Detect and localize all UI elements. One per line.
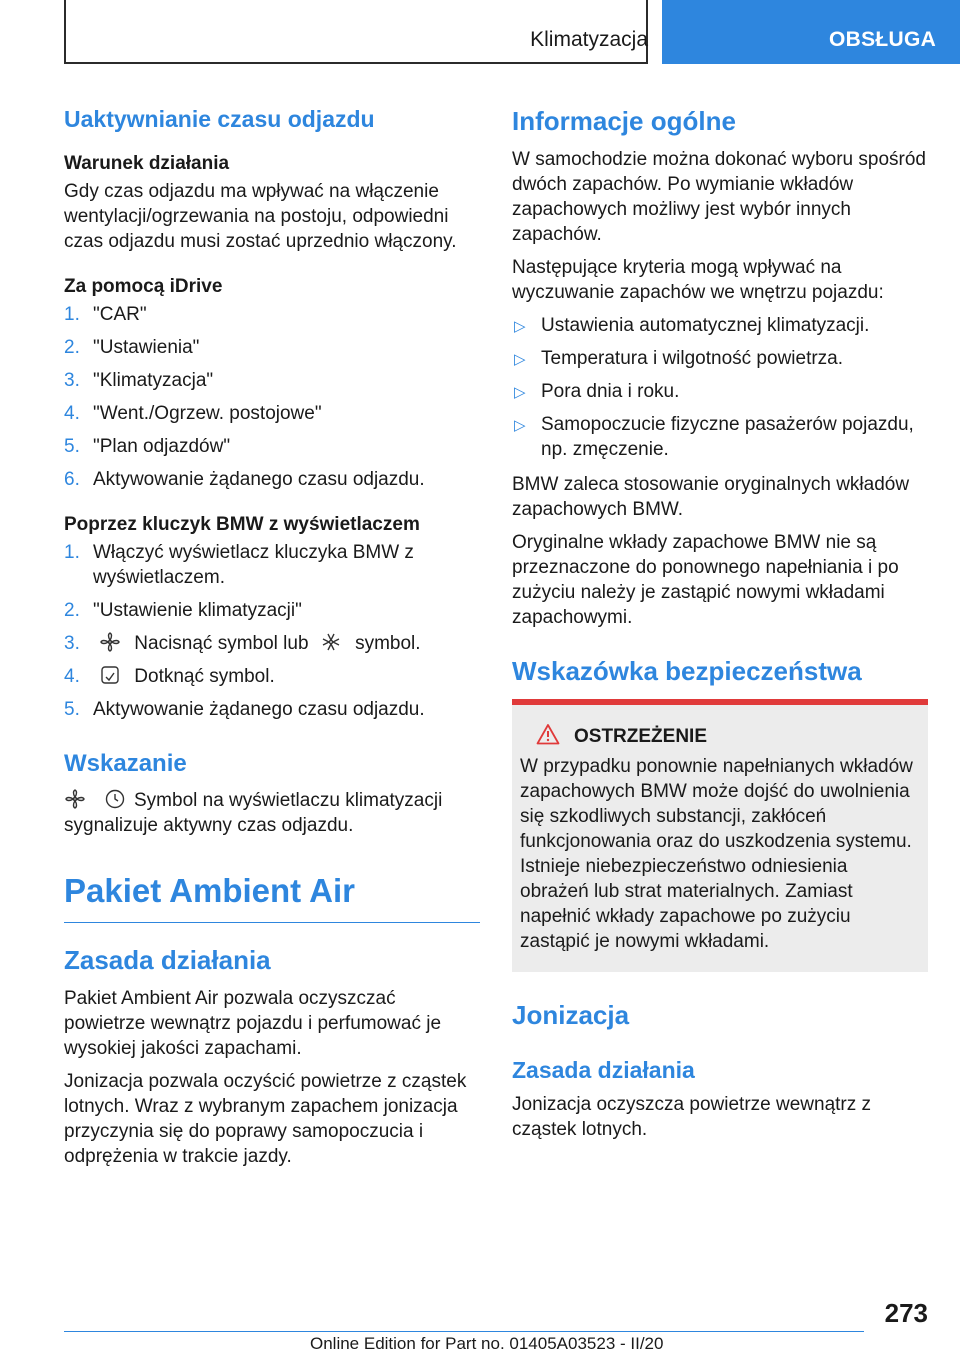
- list-item: 4. Dotknąć symbol.: [64, 666, 275, 687]
- general-text-4: Oryginalne wkłady zapachowe BMW nie są przeznaczone do ponownego napełniania i po zużyciu należy je zastąpić nowymi wkładami zapachowymi.: [512, 532, 899, 628]
- idrive-steps: [64, 302, 480, 492]
- triangle-bullet-icon: ▷: [514, 384, 526, 401]
- list-item: 6. Aktywowanie żądanego czasu odjazdu.: [64, 469, 425, 490]
- triangle-bullet-icon: ▷: [514, 351, 526, 368]
- heading-ion-principle: Zasada działania: [512, 1057, 695, 1083]
- general-text-2: Następujące kryteria mogą wpływać na wyczuwanie zapachów we wnętrzu pojazdu:: [512, 257, 884, 303]
- heading-indicator: Wskazanie: [64, 750, 187, 777]
- clock-icon: [104, 788, 126, 810]
- list-item: 3. Nacisnąć symbol lub symbol.: [64, 633, 421, 654]
- heading-key-display: Poprzez kluczyk BMW z wyświetlaczem: [64, 514, 420, 535]
- fan-dense-icon: [320, 631, 342, 653]
- heading-idrive: Za pomocą iDrive: [64, 276, 223, 297]
- list-item: 5. "Plan odjazdów": [64, 436, 231, 457]
- principle-text-1: Pakiet Ambient Air pozwala oczyszczać powietrze wewnątrz pojazdu i perfumować je wysokiej jakości zapachami.: [64, 988, 442, 1059]
- warning-box: [512, 699, 928, 972]
- indicator-text: Symbol na wyświetlaczu klimatyzacji sygnalizuje aktywny czas odjazdu.: [64, 790, 443, 836]
- list-item: 1. "CAR": [64, 304, 147, 325]
- heading-principle: Zasada działania: [64, 945, 271, 975]
- warning-text: W przypadku ponownie napełnianych wkładów zapachowych BMW może dojść do uwolnienia się szkodliwych substancji, zakłóceń funkcjonowania oraz do uszkodzenia systemu. Istnieje niebezpieczeństwo odniesienia obrażeń lub strat materialnych. Zamiast napełnić wkłady zapachowe po zużyciu zastąpić je nowymi wkładami.: [520, 756, 913, 952]
- list-item: ▷ Ustawienia automatycznej klimatyzacji.: [512, 313, 928, 338]
- ionization-text: Jonizacja oczyszcza powietrze wewnątrz z cząstek lotnych.: [512, 1094, 872, 1140]
- warning-title: OSTRZEŻENIE: [536, 723, 920, 748]
- warning-triangle-icon: [536, 723, 560, 745]
- list-item: ▷ Temperatura i wilgotność powietrza.: [512, 346, 928, 371]
- heading-general-info: Informacje ogólne: [512, 106, 736, 136]
- heading-safety: Wskazówka bezpieczeństwa: [512, 656, 862, 686]
- list-item: 5. Aktywowanie żądanego czasu odjazdu.: [64, 699, 425, 720]
- list-item: ▷ Pora dnia i roku.: [512, 379, 928, 404]
- triangle-bullet-icon: ▷: [514, 318, 526, 335]
- footer-edition: Online Edition for Part no. 01405A03523 - II/20: [310, 1334, 664, 1353]
- heading-ambient-air: Pakiet Ambient Air: [64, 872, 480, 923]
- list-item: 3. "Klimatyzacja": [64, 370, 214, 391]
- page-number: 273: [884, 1298, 928, 1328]
- triangle-bullet-icon: ▷: [514, 417, 526, 434]
- principle-text-2: Jonizacja pozwala oczyścić powietrze z cząstek lotnych. Wraz z wybranym zapachem jonizacja przyczynia się do poprawy samopoczucia i odprężenia w trakcie jazdy.: [64, 1071, 467, 1167]
- list-item: 2. "Ustawienia": [64, 337, 200, 358]
- right-column: [512, 100, 928, 1150]
- heading-activation: Uaktywnianie czasu odjazdu: [64, 106, 375, 132]
- key-steps: [64, 540, 480, 722]
- key-display-icon: [99, 664, 121, 686]
- condition-text: Gdy czas odjazdu ma wpływać na włączenie wentylacji/ogrzewania na postoju, odpowiedni czas odjazdu musi zostać uprzednio włączony.: [64, 181, 457, 252]
- left-column: [64, 100, 480, 1177]
- list-item: 4. "Went./Ogrzew. postojowe": [64, 403, 322, 424]
- list-item: 1. Włączyć wyświetlacz kluczyka BMW z wyświetlaczem.: [64, 542, 414, 588]
- heading-ionization: Jonizacja: [512, 1000, 630, 1030]
- fan-icon: [99, 631, 121, 653]
- fan-icon: [64, 788, 86, 810]
- heading-condition: Warunek działania: [64, 153, 230, 174]
- footer-divider: [64, 1331, 864, 1332]
- list-item: 2. "Ustawienie klimatyzacji": [64, 600, 302, 621]
- header-chapter-tab: OBSŁUGA: [662, 0, 960, 64]
- general-text-3: BMW zaleca stosowanie oryginalnych wkładów zapachowych BMW.: [512, 474, 910, 520]
- criteria-list: [512, 313, 928, 462]
- list-item: ▷ Samopoczucie fizyczne pasażerów pojazdu, np. zmęczenie.: [514, 414, 914, 460]
- header-section-title: Klimatyzacja: [530, 28, 648, 51]
- general-text-1: W samochodzie można dokonać wyboru spośród dwóch zapachów. Po wymianie wkładów zapachowych możliwy jest wybór innych zapachów.: [512, 149, 926, 245]
